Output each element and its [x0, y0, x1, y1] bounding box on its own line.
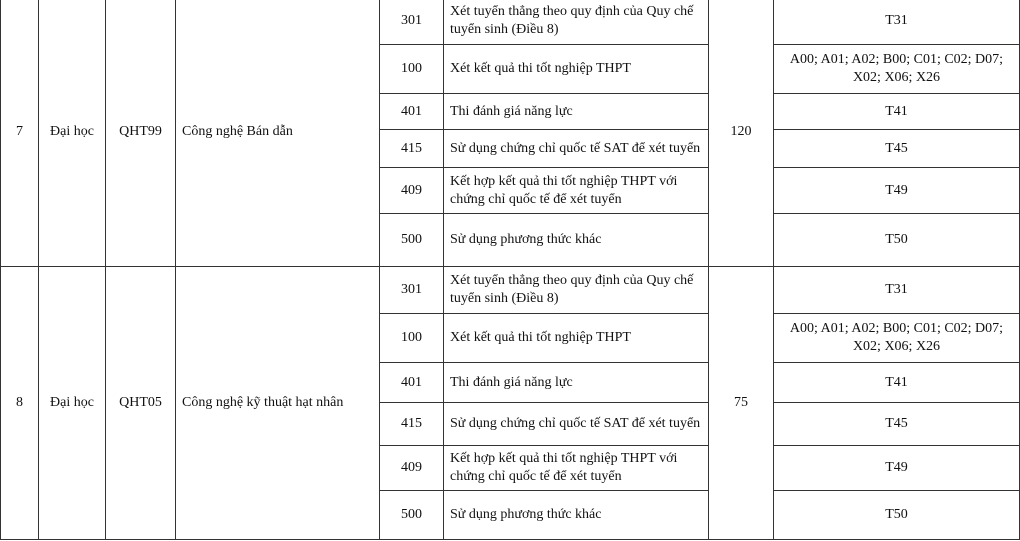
quota-cell: 75 — [709, 266, 774, 539]
major-code-cell: QHT99 — [106, 0, 176, 266]
method-code-cell: 301 — [380, 0, 444, 44]
method-code-cell: 500 — [380, 491, 444, 540]
quota-cell: 120 — [709, 0, 774, 266]
combination-cell: A00; A01; A02; B00; C01; C02; D07; X02; X06; X26 — [774, 44, 1020, 93]
method-code-cell: 100 — [380, 313, 444, 362]
method-name-cell: Sử dụng phương thức khác — [444, 213, 709, 266]
combination-cell: T45 — [774, 403, 1020, 446]
method-name-cell: Xét kết quả thi tốt nghiệp THPT — [444, 44, 709, 93]
table-row — [1, 0, 1020, 44]
method-name-cell: Kết hợp kết quả thi tốt nghiệp THPT với chứng chỉ quốc tế để xét tuyển — [444, 446, 709, 491]
stt-cell: 8 — [1, 266, 39, 539]
combination-cell: T45 — [774, 130, 1020, 168]
combination-cell: T49 — [774, 446, 1020, 491]
method-code-cell: 415 — [380, 403, 444, 446]
combination-cell: T31 — [774, 0, 1020, 44]
method-name-cell: Sử dụng chứng chỉ quốc tế SAT để xét tuyển — [444, 403, 709, 446]
method-name-cell: Thi đánh giá năng lực — [444, 93, 709, 130]
level-cell: Đại học — [39, 266, 106, 539]
table-row — [1, 266, 1020, 313]
method-name-cell: Xét tuyển thẳng theo quy định của Quy chế tuyển sinh (Điều 8) — [444, 0, 709, 44]
major-code-cell: QHT05 — [106, 266, 176, 539]
method-code-cell: 301 — [380, 266, 444, 313]
method-name-cell: Xét kết quả thi tốt nghiệp THPT — [444, 313, 709, 362]
method-name-cell: Sử dụng chứng chỉ quốc tế SAT để xét tuyển — [444, 130, 709, 168]
combination-cell: T50 — [774, 491, 1020, 540]
combination-cell: T31 — [774, 266, 1020, 313]
level-cell: Đại học — [39, 0, 106, 266]
combination-cell: A00; A01; A02; B00; C01; C02; D07; X02; X06; X26 — [774, 313, 1020, 362]
major-name-cell: Công nghệ Bán dẫn — [176, 0, 380, 266]
method-name-cell: Thi đánh giá năng lực — [444, 362, 709, 403]
combination-cell: T50 — [774, 213, 1020, 266]
stt-cell: 7 — [1, 0, 39, 266]
method-code-cell: 409 — [380, 168, 444, 214]
method-code-cell: 401 — [380, 93, 444, 130]
method-code-cell: 500 — [380, 213, 444, 266]
method-code-cell: 409 — [380, 446, 444, 491]
method-code-cell: 401 — [380, 362, 444, 403]
combination-cell: T49 — [774, 168, 1020, 214]
method-code-cell: 415 — [380, 130, 444, 168]
method-code-cell: 100 — [380, 44, 444, 93]
method-name-cell: Sử dụng phương thức khác — [444, 491, 709, 540]
method-name-cell: Xét tuyển thẳng theo quy định của Quy chế tuyển sinh (Điều 8) — [444, 266, 709, 313]
combination-cell: T41 — [774, 362, 1020, 403]
method-name-cell: Kết hợp kết quả thi tốt nghiệp THPT với chứng chỉ quốc tế để xét tuyển — [444, 168, 709, 214]
table-body — [1, 0, 1020, 540]
combination-cell: T41 — [774, 93, 1020, 130]
major-name-cell: Công nghệ kỹ thuật hạt nhân — [176, 266, 380, 539]
